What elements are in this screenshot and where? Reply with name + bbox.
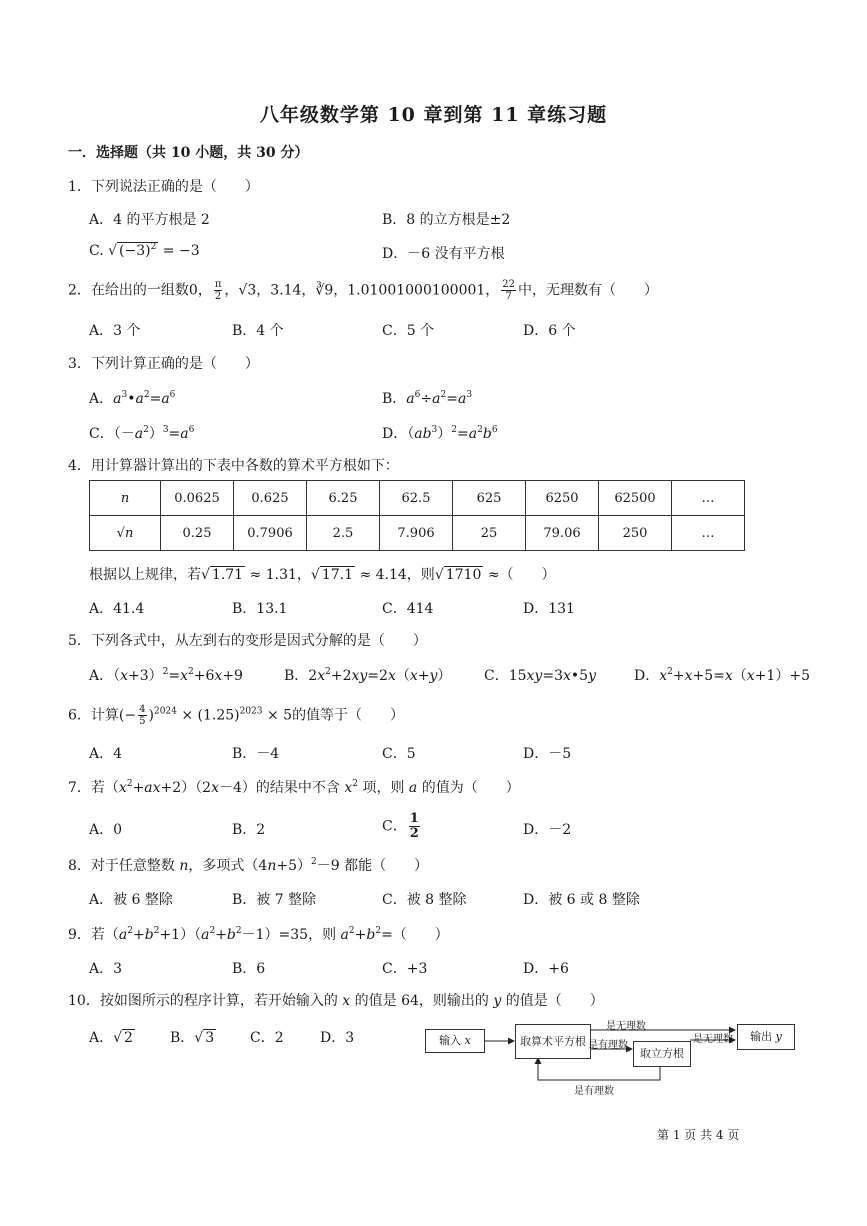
table-cell: … — [672, 481, 745, 516]
q1-option-b: B．8 的立方根是±2 — [382, 212, 511, 228]
flow-label-rational-1: 是有理数 — [588, 1040, 628, 1051]
q2-option-c: C．5 个 — [382, 323, 435, 339]
table-header-sqrt-n: √n — [90, 516, 161, 551]
table-cell: 250 — [599, 516, 672, 551]
table-cell: 625 — [453, 481, 526, 516]
q6-option-a: A．4 — [89, 746, 123, 762]
q9-option-b: B．6 — [232, 961, 266, 977]
question-9-stem: 9．若$(a^2+b^2+1)(a^2+b^2-1)=35$，则 $a^2+b^2=$（ ） — [68, 926, 449, 943]
q7-option-c: C． $\frac{1}{2}$ — [382, 811, 419, 841]
q3-option-b: B．$a^6\div a^2=a^3$ — [382, 390, 473, 407]
q3-option-a: A．$a^3•a^2=a^6$ — [89, 390, 176, 407]
table-cell: 2.5 — [307, 516, 380, 551]
flow-input-box: 输入 x — [425, 1029, 485, 1053]
table-cell: 0.25 — [161, 516, 234, 551]
page-footer: 第 1 页 共 4 页 — [657, 1128, 740, 1142]
fraction-22-7: $\frac{22}{7}$ — [502, 279, 516, 302]
q7-option-d: D．－2 — [523, 822, 572, 838]
q10-option-a: A．√ 2 — [89, 1030, 133, 1046]
q1-option-a: A．4 的平方根是 2 — [89, 212, 210, 228]
q4-option-d: D．131 — [523, 601, 575, 617]
table-cell: 62500 — [599, 481, 672, 516]
table-cell: 0.625 — [234, 481, 307, 516]
flow-label-irrational-2: 是无理数 — [693, 1034, 733, 1045]
question-3-stem: 3．下列计算正确的是（ ） — [68, 356, 259, 372]
flow-label-rational-2: 是有理数 — [574, 1086, 614, 1097]
question-5-stem: 5．下列各式中，从左到右的变形是因式分解的是（ ） — [68, 633, 427, 649]
q8-option-c: C．被 8 整除 — [382, 892, 467, 908]
q8-option-b: B．被 7 整除 — [232, 892, 317, 908]
table-row-sqrt-n — [90, 516, 745, 551]
section-heading: 一．选择题（共 10 小题，共 30 分） — [68, 145, 309, 161]
q5-option-a: A．$(x+3)^2=x^2+6x+9$ — [89, 667, 243, 684]
q6-option-b: B．－4 — [232, 746, 280, 762]
flow-sqrt-box: 取算术平方根 — [515, 1024, 591, 1059]
q6-option-c: C．5 — [382, 746, 416, 762]
q4-option-a: A．41.4 — [89, 601, 145, 617]
question-1-stem: 1．下列说法正确的是（ ） — [68, 179, 259, 195]
q9-option-a: A．3 — [89, 961, 123, 977]
q8-option-d: D．被 6 或 8 整除 — [523, 892, 640, 908]
table-cell: 0.0625 — [161, 481, 234, 516]
q10-option-d: D．3 — [320, 1030, 355, 1046]
q5-option-c: C．15xy=3x•5y — [484, 668, 596, 684]
sqrt-table — [89, 480, 745, 551]
q7-option-a: A．0 — [89, 822, 123, 838]
flow-output-box: 输出 y — [737, 1024, 795, 1050]
table-cell: 6.25 — [307, 481, 380, 516]
q5-option-d: D．$x^2+x+5=x(x+1)+5$ — [634, 667, 810, 684]
q1-option-d: D．－6 没有平方根 — [382, 246, 505, 262]
q4-rule-line: 根据以上规律，若√ 1.71 ≈ 1.31，√ 17.1 ≈ 4.14，则√ 1710 ≈（ ） — [89, 567, 556, 583]
q10-option-b: B．√ 3 — [170, 1030, 215, 1046]
q9-option-c: C．+3 — [382, 961, 428, 977]
q6-option-d: D．－5 — [523, 746, 572, 762]
question-6-stem: 6．计算(− $\frac{4}{5}$ )$^{2024} \times (1.25)^{2023} \times 5$的值等于（ ） — [68, 704, 405, 727]
flow-label-irrational-1: 是无理数 — [606, 1021, 646, 1032]
table-cell: 7.906 — [380, 516, 453, 551]
table-cell: … — [672, 516, 745, 551]
pi-fraction: $\frac{\pi}{2}$ — [214, 279, 222, 302]
q5-option-b: B．$2x^2+2xy=2x(x+y)$ — [284, 667, 452, 684]
question-10-stem: 10．按如图所示的程序计算，若开始输入的 x 的值是 64，则输出的 y 的值是（ ） — [68, 993, 604, 1009]
q2-option-a: A．3 个 — [89, 323, 141, 339]
question-8-stem: 8．对于任意整数 n，多项式$(4n+5)^2-9$ 都能（ ） — [68, 857, 429, 874]
q9-option-d: D．+6 — [523, 961, 569, 977]
table-header-n: n — [90, 481, 161, 516]
q10-option-c: C．2 — [250, 1030, 284, 1046]
table-row-n — [90, 481, 745, 516]
q2-option-b: B．4 个 — [232, 323, 284, 339]
q3-option-c: C．$(-a^2)^3=a^6$ — [89, 425, 195, 442]
q4-option-b: B．13.1 — [232, 601, 288, 617]
q7-option-b: B．2 — [232, 822, 266, 838]
page-title: 八年级数学第 10 章到第 11 章练习题 — [259, 104, 608, 126]
q3-option-d: D．$(ab^3)^2=a^2b^6$ — [382, 425, 498, 442]
table-cell: 79.06 — [526, 516, 599, 551]
q4-option-c: C．414 — [382, 601, 434, 617]
table-cell: 0.7906 — [234, 516, 307, 551]
question-2-stem: 2．在给出的一组数0， $\frac{\pi}{2}$ ，√3，3.14，∛9，1.01001000100001， $\frac{22}{7}$ 中，无理数有（ ） — [68, 279, 659, 302]
question-4-stem: 4．用计算器计算出的下表中各数的算术平方根如下： — [68, 458, 399, 474]
flow-cbrt-box: 取立方根 — [633, 1041, 691, 1067]
question-7-stem: 7．若$(x^2+ax+2)(2x-4)$的结果中不含 $x^2$ 项，则 a 的值为（ ） — [68, 779, 520, 796]
q8-option-a: A．被 6 整除 — [89, 892, 173, 908]
q1-option-c: C. √ $(-3)^2 = -3$ — [89, 242, 200, 259]
q2-option-d: D．6 个 — [523, 323, 576, 339]
table-cell: 25 — [453, 516, 526, 551]
table-cell: 62.5 — [380, 481, 453, 516]
table-cell: 6250 — [526, 481, 599, 516]
